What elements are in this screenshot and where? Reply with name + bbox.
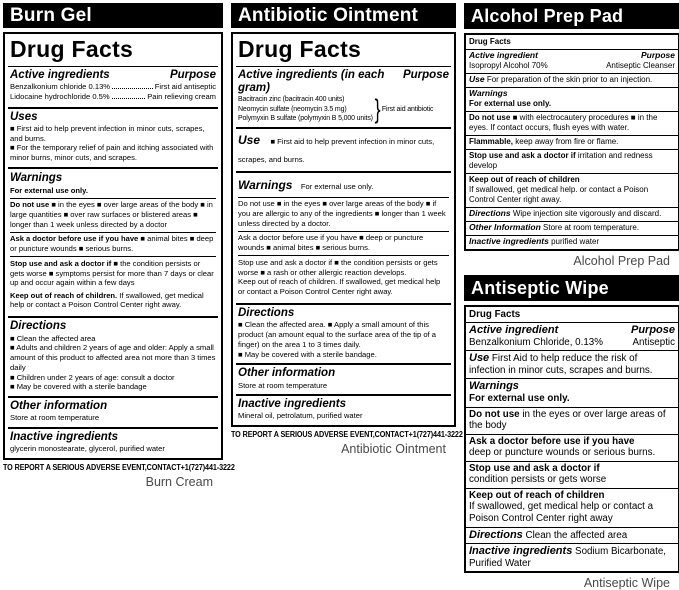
active-ingredient-section — [466, 49, 678, 73]
inactive-ingredients-text: purified water — [551, 236, 600, 246]
drug-facts-title: Drug Facts — [8, 34, 218, 67]
ingredient-purpose: First aid antiseptic — [154, 82, 216, 92]
warning-lead: Do not use — [238, 199, 275, 209]
warning-text: ■ with electrocautery procedures ■ in the eyes. If contact occurs, flush eyes with water. — [469, 112, 658, 132]
warning-lead: Keep out of reach of children. — [10, 290, 118, 300]
use-text: ■ First aid to help prevent infection in minor cuts, scrapes, and burns. — [238, 136, 435, 164]
use-heading: Use — [469, 352, 490, 365]
directions-heading: Directions — [469, 207, 511, 218]
warnings-section — [236, 171, 451, 303]
warnings-heading-block — [238, 175, 449, 197]
direction-bullet: ■ Adults and children 2 years of age and older: Apply a small amount of this product to affected area not more than 3 times daily — [10, 343, 216, 372]
warning-lead: Keep out of reach of children — [469, 174, 580, 184]
warning-text: If swallowed, get medical help or contact a Poison Control Center right away. — [238, 277, 441, 296]
inactive-ingredients-heading: Inactive ingredients — [469, 545, 573, 558]
active-ingredients-section — [236, 67, 451, 127]
antiseptic-wipe-header: Antiseptic Wipe — [464, 275, 679, 301]
warnings-heading: Warnings — [10, 172, 63, 185]
directions-section — [236, 303, 451, 363]
use-text: First Aid to help reduce the risk of infection in minor cuts, scrapes and burns. — [469, 353, 653, 376]
warning-text: irritation and redness develop — [469, 150, 653, 170]
warning-text: ■ the condition persists or gets worse ■ a rash or other allergic reaction develops. — [238, 257, 438, 277]
other-information-text: Store at room temperature. — [543, 222, 640, 232]
warning-lead: Keep out of reach of children. — [238, 277, 338, 287]
warning-text: in the eyes or over large areas of the body — [469, 408, 666, 432]
ingredient-purpose: Pain relieving cream — [147, 92, 216, 102]
drug-facts-title: Drug Facts — [469, 308, 521, 320]
warning-do-not-use — [466, 111, 678, 135]
warnings-heading: Warnings — [238, 178, 293, 193]
directions-heading: Directions — [10, 320, 67, 333]
warning-text: condition persists or gets worse — [469, 474, 607, 486]
active-ingredients-heading-row — [238, 69, 449, 95]
other-information-heading: Other information — [10, 399, 108, 412]
active-ingredient-row — [10, 82, 216, 92]
warning-lead: Stop use and ask a doctor if — [10, 258, 112, 268]
warning-stop-use — [466, 149, 678, 173]
warning-text: If swallowed, get medical help or contact a Poison Control Center right away. — [10, 290, 204, 310]
warning-lead: Stop use and ask a doctor if — [469, 150, 576, 160]
inactive-ingredients-text: Mineral oil, petrolatum, purified water — [238, 411, 363, 421]
warning-lead: Do not use — [469, 408, 520, 420]
warning-text: deep or puncture wounds or serious burns. — [469, 447, 656, 459]
use-bullet: ■ For the temporary relief of pain and itching associated with minor burns, minor cuts, and scrapes. — [10, 143, 214, 163]
directions-heading: Directions — [238, 307, 295, 320]
warning-text: ■ the condition persists or gets worse ■ symptoms persist for more than 7 days or clear up and occur again within a few days — [10, 258, 214, 288]
warnings-heading: Warnings — [469, 380, 519, 393]
active-ingredient-heading: Active ingredient — [469, 324, 559, 337]
product-caption: Alcohol Prep Pad — [573, 253, 670, 268]
direction-bullet: ■ May be covered with a sterile bandage. — [238, 349, 377, 359]
external-use-only: For external use only. — [10, 185, 88, 195]
burn-gel-drug-facts-box — [3, 32, 223, 460]
warnings-heading-block — [10, 171, 216, 198]
panel-burn-gel — [3, 3, 235, 590]
warning-keep-out-of-reach — [466, 488, 678, 527]
warning-ask-doctor — [238, 231, 449, 255]
warning-stop-use — [238, 255, 449, 299]
warnings-section — [8, 167, 218, 317]
warning-flammable — [466, 135, 678, 149]
active-ingredient-value-row — [469, 337, 675, 349]
active-ingredient-heading-row — [469, 324, 675, 337]
inactive-ingredients-section — [466, 235, 678, 249]
active-ingredients-heading-row — [10, 69, 216, 82]
direction-bullet: ■ Children under 2 years of age: consult a doctor — [10, 372, 175, 382]
inactive-ingredients-text: Sodium Bicarbonate, Purified Water — [469, 546, 666, 569]
product-caption: Burn Cream — [145, 474, 213, 489]
warnings-heading-block — [466, 378, 678, 406]
direction-bullet: ■ May be covered with a sterile bandage — [10, 382, 147, 392]
active-ingredients-section — [8, 67, 218, 107]
panel-antibiotic-ointment — [231, 3, 463, 590]
other-information-text: Store at room temperature — [238, 380, 328, 390]
directions-heading: Directions — [469, 528, 523, 541]
warning-text: If swallowed, get medical help. or contact a Poison Control Center right away. — [469, 184, 649, 204]
inactive-ingredients-text: glycerin monostearate, glycerol, purified water — [10, 444, 165, 454]
use-text: For preparation of the skin prior to an injection. — [486, 74, 653, 84]
other-information-heading: Other Information — [469, 221, 541, 232]
direction-bullet: ■ Clean the affected area — [10, 333, 96, 343]
use-section — [466, 350, 678, 378]
warning-lead: Do not use — [469, 112, 511, 122]
warning-text: ■ in the eyes ■ over large areas of the body ■ in large quantities ■ over raw surfaces or blistered areas ■ longer than 1 week unless directed by a doctor — [10, 200, 213, 229]
warning-text: keep away from fire or flame. — [515, 136, 619, 146]
warning-do-not-use — [238, 197, 449, 231]
active-ingredient-heading-row — [469, 51, 675, 61]
warning-lead: Ask a doctor before use if you have — [238, 233, 358, 243]
other-information-section — [8, 396, 218, 427]
brace-glyph: } — [374, 93, 381, 124]
adverse-event-contact: TO REPORT A SERIOUS ADVERSE EVENT,CONTACT+1(727)441-3222 — [3, 462, 235, 472]
active-ingredients-heading: Active ingredients — [10, 69, 110, 81]
purpose-heading: Purpose — [640, 50, 675, 60]
inactive-ingredients-section — [8, 427, 218, 458]
use-bullet: ■ First aid to help prevent infection in minor cuts, scrapes, and burns. — [10, 123, 205, 143]
external-use-only: For external use only. — [469, 98, 552, 108]
use-section — [236, 127, 451, 171]
ingredient-name: Polymyxin B sulfate (polymyxin B 5,000 units) — [238, 114, 373, 122]
active-ingredient-section — [466, 322, 678, 350]
use-section — [466, 73, 678, 87]
antibiotic-ointment-header: Antibiotic Ointment — [231, 3, 456, 28]
warning-lead: Stop use and ask a doctor if — [238, 257, 333, 267]
other-information-text: Store at room temperature — [10, 413, 100, 423]
ingredient-name: Bacitracin zinc (bacitracin 400 units) — [238, 96, 345, 104]
inactive-ingredients-heading: Inactive ingredients — [10, 430, 119, 443]
inactive-ingredients-heading: Inactive ingredients — [469, 235, 549, 246]
warnings-heading: Warnings — [469, 87, 508, 98]
directions-text: Wipe injection site vigorously and discard. — [512, 208, 662, 218]
warning-lead: Do not use — [10, 200, 50, 210]
leader-dots — [112, 88, 153, 89]
purpose-heading: Purpose — [169, 69, 216, 81]
warning-keep-out-of-reach — [466, 173, 678, 207]
directions-text: Clean the affected area — [525, 529, 628, 541]
warning-lead: Stop use and ask a doctor if — [469, 462, 600, 474]
ingredient-list — [238, 95, 373, 122]
adverse-event-contact: TO REPORT A SERIOUS ADVERSE EVENT,CONTACT+1(727)441-3222 — [231, 430, 463, 440]
uses-section — [8, 107, 218, 167]
active-ingredient-value-row — [469, 61, 675, 71]
ingredient-name: Benzalkonium Chloride, 0.13% — [469, 336, 603, 348]
uses-heading: Uses — [10, 110, 38, 123]
antiseptic-drug-facts-box — [464, 305, 679, 574]
direction-bullet: ■ Clean the affected area. ■ Apply a small amount of this product (an amount equal to the surface area of the tip of a finger) on the area 1 to 3 times daily. — [238, 320, 436, 349]
use-heading: Use — [238, 132, 261, 147]
warning-keep-out-of-reach — [10, 291, 216, 313]
warning-lead: Ask a doctor before use if you have — [469, 435, 635, 447]
alcohol-drug-facts-box — [464, 33, 679, 251]
burn-gel-header: Burn Gel — [3, 3, 223, 28]
purpose-heading: Purpose — [630, 324, 675, 337]
product-caption: Antibiotic Ointment — [341, 442, 446, 457]
inactive-ingredients-section — [466, 543, 678, 571]
warning-ask-doctor — [466, 434, 678, 461]
warning-keep-out-of-reach — [238, 277, 449, 296]
ingredient-purpose: Antiseptic — [632, 336, 675, 348]
warning-lead: Flammable, — [469, 136, 514, 146]
active-ingredients-heading: Active ingredients (in each gram) — [238, 69, 385, 95]
directions-section — [8, 316, 218, 396]
warning-lead: Keep out of reach of children — [469, 489, 605, 501]
warning-do-not-use — [10, 198, 216, 232]
external-use-only: For external use only. — [300, 182, 374, 192]
purpose-heading: Purpose — [402, 69, 449, 81]
panel-right-column — [464, 3, 679, 590]
ingredient-purpose: First aid antibiotic — [381, 105, 434, 113]
warning-text: ■ animal bites ■ deep or puncture wounds ■ serious burns. — [10, 234, 214, 254]
drug-facts-title: Drug Facts — [469, 37, 511, 46]
warning-ask-doctor — [10, 232, 216, 256]
warning-lead: Ask a doctor before use if you have — [10, 234, 139, 244]
warning-stop-use — [10, 256, 216, 290]
use-heading: Use — [469, 73, 485, 84]
external-use-only: For external use only. — [469, 393, 570, 405]
inactive-ingredients-heading: Inactive ingredients — [238, 398, 347, 411]
ingredient-name: Benzalkonium chloride 0.13% — [10, 82, 111, 92]
warning-text: If swallowed, get medical help or contact a Poison Control Center right away — [469, 501, 654, 525]
active-ingredient-row — [10, 92, 216, 102]
leader-dots — [112, 98, 146, 99]
other-information-section — [466, 221, 678, 235]
alcohol-prep-pad-header: Alcohol Prep Pad — [464, 3, 679, 29]
ingredient-purpose: Antiseptic Cleanser — [606, 60, 675, 70]
inactive-ingredients-section — [236, 394, 451, 425]
warning-do-not-use — [466, 407, 678, 434]
active-ingredients-group — [238, 95, 449, 122]
directions-section — [466, 527, 678, 544]
other-information-section — [236, 363, 451, 394]
warning-stop-use — [466, 461, 678, 488]
warning-text: ■ in the eyes ■ over large areas of the body ■ if you are allergic to any of the ingredients ■ longer than 1 week unless directed by a doctor. — [238, 199, 446, 228]
warning-text: ■ deep or puncture wounds ■ animal bites ■ serious burns. — [238, 233, 424, 253]
product-caption: Antiseptic Wipe — [583, 576, 670, 590]
warnings-heading-block — [466, 87, 678, 111]
antibiotic-drug-facts-box — [231, 32, 456, 427]
active-ingredient-heading: Active ingredient — [469, 50, 538, 60]
directions-section — [466, 207, 678, 221]
drug-facts-title: Drug Facts — [236, 34, 451, 67]
ingredient-name: Lidocaine hydrochloride 0.5% — [10, 92, 110, 102]
ingredient-name: Isopropyl Alcohol 70% — [469, 60, 548, 70]
ingredient-name: Neomycin sulfate (neomycin 3.5 mg) — [238, 105, 347, 113]
other-information-heading: Other information — [238, 367, 336, 380]
